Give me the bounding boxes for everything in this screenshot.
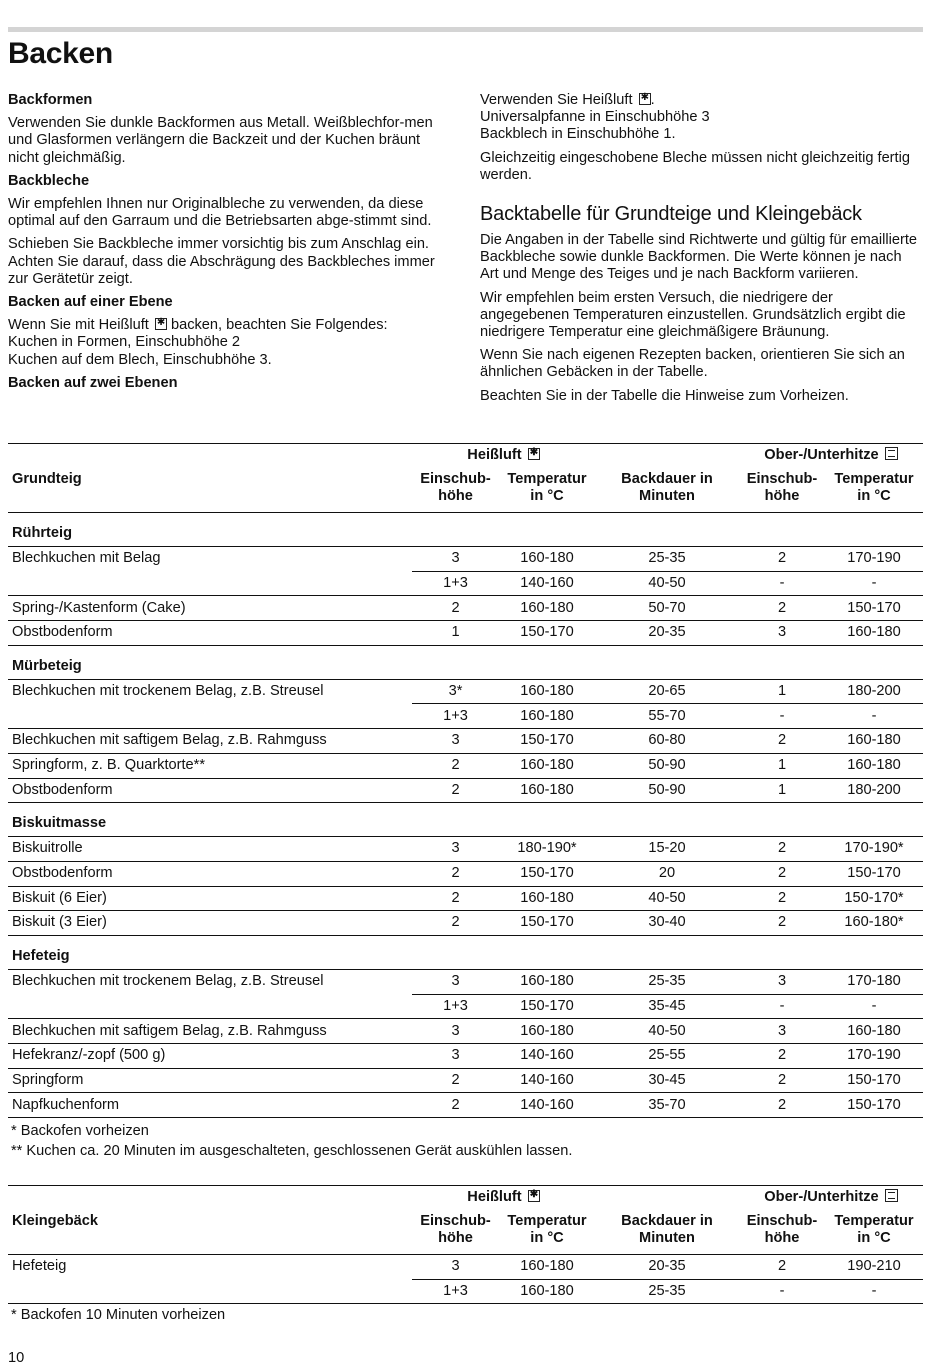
bake-time: 15-20 bbox=[595, 837, 739, 862]
top-bottom-temp: 180-200 bbox=[825, 778, 923, 803]
bake-time: 20-35 bbox=[595, 621, 739, 646]
table-row bbox=[8, 1068, 923, 1093]
row-label: Hefekranz/-zopf (500 g) bbox=[8, 1044, 412, 1069]
top-bottom-level: 2 bbox=[739, 861, 825, 886]
eine-ebene-heading: Backen auf einer Ebene bbox=[8, 294, 173, 311]
section-heading: Rührteig bbox=[8, 513, 923, 547]
row-label: Blechkuchen mit trockenem Belag, z.B. Streusel bbox=[12, 973, 324, 990]
backtabelle-para-2: Wir empfehlen beim ersten Versuch, die niedrigere der angegebenen Temperaturen einzustellen. Grundsätzlich ergibt die niedrigere Temperatur eine gleichmäßigere Bräunung. bbox=[480, 289, 906, 341]
top-bottom-temp: - bbox=[825, 571, 923, 596]
top-bottom-level: 2 bbox=[777, 1096, 787, 1113]
top-bottom-temp: 150-170 bbox=[825, 596, 923, 621]
top-bottom-heat-icon bbox=[885, 447, 898, 460]
hot-air-level: 2 bbox=[412, 911, 499, 936]
row-label: Napfkuchenform bbox=[12, 1096, 120, 1113]
hot-air-level: 3* bbox=[412, 679, 499, 704]
top-bottom-temp: 150-170 bbox=[825, 1068, 923, 1093]
backtabelle-para-4: Beachten Sie in der Tabelle die Hinweise zum Vorheizen. bbox=[480, 387, 849, 404]
zwei-ebenen-text bbox=[480, 92, 922, 144]
hot-air-temp: 160-180 bbox=[499, 1255, 595, 1280]
hot-air-fan-icon bbox=[528, 1190, 540, 1202]
bake-time: 50-70 bbox=[595, 596, 739, 621]
table-row bbox=[8, 547, 923, 572]
left-column bbox=[8, 92, 453, 398]
hot-air-temp: 150-170 bbox=[499, 911, 595, 936]
table-row bbox=[8, 886, 923, 911]
top-bottom-level: 2 bbox=[739, 837, 825, 862]
zwei-ebenen-heading: Backen auf zwei Ebenen bbox=[8, 374, 178, 391]
hot-air-fan-icon bbox=[639, 93, 651, 105]
top-bottom-temp: 150-170 bbox=[825, 861, 923, 886]
hot-air-level: 2 bbox=[412, 753, 499, 778]
group-heissluft: Heißluft ✱ bbox=[412, 444, 595, 468]
hot-air-level: 3 bbox=[412, 729, 499, 754]
table-row bbox=[8, 753, 923, 778]
row-label: Biskuitrolle bbox=[8, 837, 412, 862]
section-heading: Mürbeteig bbox=[8, 645, 923, 679]
table-row bbox=[8, 861, 923, 886]
section-heading: Biskuitmasse bbox=[8, 803, 923, 837]
hot-air-level: 3 bbox=[412, 837, 499, 862]
group-ober-unterhitze: Ober-/Unterhitze bbox=[739, 444, 923, 468]
hot-air-level: 2 bbox=[412, 778, 499, 803]
hot-air-temp: 160-180 bbox=[520, 1282, 574, 1299]
hot-air-level: 3 bbox=[412, 1019, 499, 1044]
hot-air-level: 2 bbox=[412, 1068, 499, 1093]
row-label: Biskuit (6 Eier) bbox=[8, 886, 412, 911]
top-bottom-level: - bbox=[739, 994, 825, 1019]
hot-air-fan-icon bbox=[155, 318, 167, 330]
col-backdauer: Backdauer in Minuten bbox=[595, 1210, 739, 1255]
hot-air-temp: 160-180 bbox=[499, 969, 595, 994]
hot-air-temp: 150-170 bbox=[499, 861, 595, 886]
top-bottom-level: 1 bbox=[739, 753, 825, 778]
table-row bbox=[8, 729, 923, 754]
table-row bbox=[8, 1044, 923, 1069]
table-row bbox=[8, 837, 923, 862]
section-row bbox=[8, 803, 923, 837]
table-row bbox=[8, 1093, 923, 1118]
bake-time: 40-50 bbox=[595, 1019, 739, 1044]
table-row bbox=[8, 1255, 923, 1280]
hot-air-level: 2 bbox=[412, 596, 499, 621]
table-row bbox=[8, 994, 923, 1019]
bake-time: 20-65 bbox=[595, 679, 739, 704]
bake-time: 20-35 bbox=[595, 1255, 739, 1280]
top-bottom-level: 3 bbox=[739, 1019, 825, 1044]
right-column bbox=[480, 92, 922, 411]
group-heissluft: Heißluft ✱ bbox=[412, 1186, 595, 1210]
col-backdauer: Backdauer in Minuten bbox=[595, 468, 739, 513]
hot-air-temp: 180-190* bbox=[499, 837, 595, 862]
col-einschubhoehe-ou: Einschub- höhe bbox=[739, 1210, 825, 1255]
bake-time: 50-90 bbox=[595, 778, 739, 803]
top-bottom-level: 2 bbox=[739, 729, 825, 754]
table-row bbox=[8, 969, 923, 994]
bake-time: 40-50 bbox=[595, 571, 739, 596]
bake-time: 30-40 bbox=[595, 911, 739, 936]
top-bottom-level: 2 bbox=[739, 547, 825, 572]
hot-air-temp: 160-180 bbox=[499, 886, 595, 911]
row-label: Obstbodenform bbox=[8, 861, 412, 886]
backtabelle-para-3: Wenn Sie nach eigenen Rezepten backen, orientieren Sie sich an ähnlichen Gebäcken in der Tabelle. bbox=[480, 347, 905, 381]
hot-air-temp: 160-180 bbox=[499, 596, 595, 621]
bake-time: 55-70 bbox=[595, 704, 739, 729]
hot-air-level: 3 bbox=[412, 547, 499, 572]
hot-air-temp: 140-160 bbox=[499, 1068, 595, 1093]
hot-air-temp: 160-180 bbox=[499, 778, 595, 803]
hot-air-temp: 160-180 bbox=[499, 1019, 595, 1044]
bake-time: 35-70 bbox=[648, 1096, 686, 1113]
top-bottom-temp: 170-180 bbox=[825, 969, 923, 994]
table-row bbox=[8, 571, 923, 596]
top-bottom-level: 2 bbox=[739, 911, 825, 936]
backbleche-text-2: Schieben Sie Backbleche immer vorsichtig bis zum Anschlag ein. Achten Sie darauf, dass die Abschrägung des Backbleches immer zur Gerätetür zeigt. bbox=[8, 236, 435, 287]
top-bottom-level: 2 bbox=[739, 596, 825, 621]
section-heading: Hefeteig bbox=[8, 935, 923, 969]
row-label: Obstbodenform bbox=[8, 621, 412, 646]
right-line2: Universalpfanne in Einschubhöhe 3 bbox=[480, 109, 710, 126]
top-bottom-heat-icon bbox=[885, 1189, 898, 1202]
table-row bbox=[8, 1019, 923, 1044]
footnote-auskuehlen: ** Kuchen ca. 20 Minuten im ausgeschalteten, geschlossenen Gerät auskühlen lassen. bbox=[11, 1143, 573, 1159]
table-row bbox=[8, 621, 923, 646]
hot-air-fan-icon bbox=[528, 448, 540, 460]
table-row bbox=[8, 679, 923, 704]
section-row bbox=[8, 645, 923, 679]
backbleche-text-1: Wir empfehlen Ihnen nur Originalbleche zu verwenden, da diese optimal auf den Garraum und die Betriebsarten abge-stimmt sind. bbox=[8, 196, 432, 230]
hot-air-level: 1 bbox=[412, 621, 499, 646]
table-row bbox=[8, 911, 923, 936]
hot-air-temp: 140-160 bbox=[520, 1096, 574, 1113]
row-label: Blechkuchen mit saftigem Belag, z.B. Rahmguss bbox=[8, 1019, 412, 1044]
table-row bbox=[8, 596, 923, 621]
top-rule bbox=[8, 27, 923, 32]
right-line1b: . bbox=[650, 92, 655, 108]
col-temperatur: Temperatur in °C bbox=[499, 1210, 595, 1255]
gleichzeitig-text: Gleichzeitig eingeschobene Bleche müssen nicht gleichzeitig fertig werden. bbox=[480, 149, 910, 183]
top-bottom-temp: 160-180 bbox=[825, 753, 923, 778]
bake-time: 25-35 bbox=[595, 969, 739, 994]
page-number: 10 bbox=[8, 1350, 25, 1366]
row-label: Blechkuchen mit trockenem Belag, z.B. Streusel bbox=[12, 683, 324, 700]
top-bottom-level: - bbox=[779, 1282, 785, 1299]
kleingebaeck-table bbox=[8, 1185, 923, 1304]
eine-ebene-line2: Kuchen in Formen, Einschubhöhe 2 bbox=[8, 334, 241, 351]
hot-air-level: 2 bbox=[412, 886, 499, 911]
bake-time: 20 bbox=[595, 861, 739, 886]
table-row bbox=[8, 1279, 923, 1304]
row-label bbox=[8, 704, 412, 729]
top-bottom-level: 1 bbox=[739, 778, 825, 803]
hot-air-level: 1+3 bbox=[412, 704, 499, 729]
bake-time: 25-35 bbox=[648, 1282, 686, 1299]
col-grundteig: Grundteig bbox=[8, 468, 412, 513]
top-bottom-temp: 160-180 bbox=[825, 621, 923, 646]
hot-air-level: 3 bbox=[412, 1255, 499, 1280]
top-bottom-temp: 180-200 bbox=[825, 679, 923, 704]
top-bottom-temp: 150-170 bbox=[847, 1096, 901, 1113]
hot-air-temp: 140-160 bbox=[499, 1044, 595, 1069]
eine-ebene-line3: Kuchen auf dem Blech, Einschubhöhe 3. bbox=[8, 351, 272, 368]
bake-time: 35-45 bbox=[595, 994, 739, 1019]
row-label: Blechkuchen mit saftigem Belag, z.B. Rahmguss bbox=[8, 729, 412, 754]
backformen-text: Verwenden Sie dunkle Backformen aus Metall. Weißblechfor-men und Glasformen verlängern die Backzeit und der Kuchen bräunt nicht gleichmäßig. bbox=[8, 115, 433, 166]
top-bottom-temp: - bbox=[825, 704, 923, 729]
top-bottom-temp: - bbox=[825, 994, 923, 1019]
col-temperatur-ou: Temperatur in °C bbox=[825, 468, 923, 513]
row-label bbox=[8, 571, 412, 596]
top-bottom-level: - bbox=[739, 571, 825, 596]
row-label: Blechkuchen mit Belag bbox=[12, 550, 161, 567]
bake-time: 50-90 bbox=[595, 753, 739, 778]
hot-air-temp: 140-160 bbox=[499, 571, 595, 596]
section-row bbox=[8, 513, 923, 547]
eine-ebene-line1a: Wenn Sie mit Heißluft bbox=[8, 317, 149, 334]
footnote-vorheizen: * Backofen vorheizen bbox=[11, 1123, 149, 1139]
hot-air-level: 2 bbox=[412, 861, 499, 886]
top-bottom-level: 2 bbox=[739, 1255, 825, 1280]
row-label: Hefeteig bbox=[12, 1258, 67, 1275]
group-ober-unterhitze: Ober-/Unterhitze bbox=[739, 1186, 923, 1210]
col-einschubhoehe: Einschub- höhe bbox=[412, 468, 499, 513]
hot-air-level: 3 bbox=[412, 969, 499, 994]
hot-air-temp: 150-170 bbox=[499, 994, 595, 1019]
backformen-heading: Backformen bbox=[8, 92, 93, 108]
backtabelle-heading: Backtabelle für Grundteige und Kleingebäck bbox=[480, 203, 862, 226]
col-kleingebaeck: Kleingebäck bbox=[8, 1210, 412, 1255]
hot-air-temp: 160-180 bbox=[499, 547, 595, 572]
col-einschubhoehe-ou: Einschub- höhe bbox=[739, 468, 825, 513]
top-bottom-level: 2 bbox=[739, 1068, 825, 1093]
top-bottom-level: 2 bbox=[739, 886, 825, 911]
hot-air-temp: 160-180 bbox=[499, 704, 595, 729]
top-bottom-temp: - bbox=[871, 1282, 877, 1299]
top-bottom-temp: 160-180 bbox=[825, 729, 923, 754]
bake-time: 40-50 bbox=[595, 886, 739, 911]
table-row bbox=[8, 704, 923, 729]
col-temperatur: Temperatur in °C bbox=[499, 468, 595, 513]
backbleche-heading: Backbleche bbox=[8, 172, 90, 189]
grundteig-table bbox=[8, 443, 923, 1118]
top-bottom-level: 2 bbox=[739, 1044, 825, 1069]
top-bottom-temp: 160-180 bbox=[825, 1019, 923, 1044]
bake-time: 25-55 bbox=[595, 1044, 739, 1069]
row-label: Biskuit (3 Eier) bbox=[8, 911, 412, 936]
top-bottom-temp: 190-210 bbox=[825, 1255, 923, 1280]
bake-time: 30-45 bbox=[595, 1068, 739, 1093]
page-title: Backen bbox=[8, 37, 113, 70]
row-label bbox=[8, 1279, 412, 1304]
hot-air-temp: 160-180 bbox=[499, 753, 595, 778]
eine-ebene-text bbox=[8, 317, 453, 369]
top-bottom-level: 3 bbox=[739, 621, 825, 646]
hot-air-level: 3 bbox=[412, 1044, 499, 1069]
table-row bbox=[8, 778, 923, 803]
top-bottom-level: 3 bbox=[739, 969, 825, 994]
top-bottom-level: 1 bbox=[739, 679, 825, 704]
top-bottom-temp: 170-190* bbox=[825, 837, 923, 862]
hot-air-level: 2 bbox=[451, 1096, 460, 1113]
top-bottom-temp: 170-190 bbox=[825, 1044, 923, 1069]
row-label: Springform, z. B. Quarktorte** bbox=[8, 753, 412, 778]
hot-air-temp: 150-170 bbox=[499, 729, 595, 754]
top-bottom-temp: 170-190 bbox=[825, 547, 923, 572]
hot-air-temp: 160-180 bbox=[499, 679, 595, 704]
hot-air-level: 1+3 bbox=[412, 571, 499, 596]
backtabelle-para-1: Die Angaben in der Tabelle sind Richtwerte und gültig für emaillierte Backbleche sowie dunkle Backformen. Die Werte können je nach Art und Menge des Teiges und je nach Backform variieren. bbox=[480, 232, 917, 283]
hot-air-level: 1+3 bbox=[412, 994, 499, 1019]
top-bottom-level: - bbox=[739, 704, 825, 729]
row-label: Spring-/Kastenform (Cake) bbox=[8, 596, 412, 621]
row-label: Obstbodenform bbox=[8, 778, 412, 803]
row-label: Springform bbox=[8, 1068, 412, 1093]
col-temperatur-ou: Temperatur in °C bbox=[825, 1210, 923, 1255]
hot-air-temp: 150-170 bbox=[499, 621, 595, 646]
row-label bbox=[8, 994, 412, 1019]
bake-time: 60-80 bbox=[595, 729, 739, 754]
right-line1a: Verwenden Sie Heißluft bbox=[480, 92, 633, 108]
section-row bbox=[8, 935, 923, 969]
top-bottom-temp: 150-170* bbox=[825, 886, 923, 911]
col-einschubhoehe: Einschub- höhe bbox=[412, 1210, 499, 1255]
top-bottom-temp: 160-180* bbox=[825, 911, 923, 936]
hot-air-level: 1+3 bbox=[443, 1282, 468, 1299]
right-line3: Backblech in Einschubhöhe 1. bbox=[480, 126, 676, 143]
eine-ebene-line1b: backen, beachten Sie Folgendes: bbox=[170, 317, 388, 334]
footnote-kleingebaeck: * Backofen 10 Minuten vorheizen bbox=[11, 1307, 226, 1323]
bake-time: 25-35 bbox=[595, 547, 739, 572]
